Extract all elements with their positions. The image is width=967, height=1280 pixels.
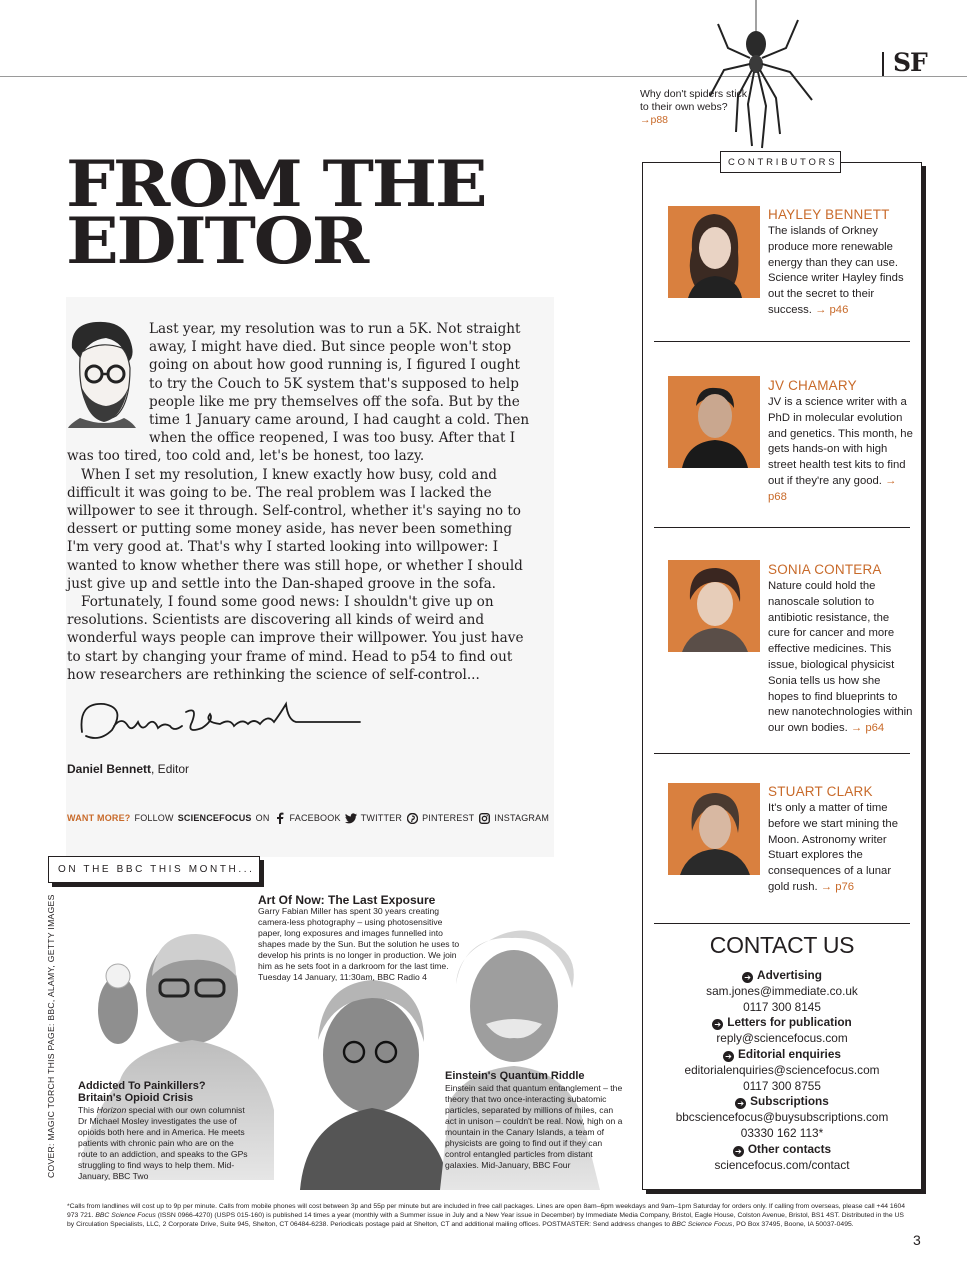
contact-heading: [642, 1047, 922, 1063]
contact-label: Advertising: [757, 968, 822, 982]
contributor-page-link[interactable]: → p64: [850, 722, 885, 735]
on-label: ON: [255, 813, 270, 823]
advertising-email[interactable]: sam.jones@immediate.co.uk: [706, 983, 858, 998]
letter-paragraph: When I set my resolution, I knew exactly how busy, cold and difficult it was going to be. The real problem was I lacked the willpower to see it through. Self-control, whether it's saying no to dessert or putting some money aside, has never been something I'm very good at. That's why I started looking into willpower: I wanted to know whether there was still hope, or whether I should just give up and settle into the Dan-shaped groove in the sofa.: [67, 466, 523, 592]
twitter-link[interactable]: TWITTER: [360, 813, 403, 823]
bbc-item-title-line: Addicted To Painkillers?: [78, 1080, 206, 1092]
letter-paragraph: Fortunately, I found some good news: I shouldn't give up on resolutions. Scientists are discovering all kinds of weird and wonderful ways people can improve their willpower. You just have to start by changing your frame of mind. Head to p54 to find out how researchers are rethinking the science of self-control...: [67, 594, 524, 683]
logo-divider: [882, 52, 884, 76]
contributor-photo: [668, 206, 760, 298]
contact-label: Letters for publication: [727, 1015, 852, 1030]
pinterest-link[interactable]: PINTEREST: [422, 813, 475, 823]
contributor-bio-text: Nature could hold the nanoscale solution to antibiotic resistance, the cure for cancer and more effective medicines. This issue, biological physicist Sonia tells us how she hopes to find blueprints to new nanotechnologies within our own bodies.: [768, 580, 913, 735]
facebook-link[interactable]: FACEBOOK: [289, 813, 341, 823]
contributor-bio-text: The islands of Orkney produce more renewable energy than they can use. Science writer Hayley finds out the secret to their success.: [768, 225, 904, 316]
follow-label: FOLLOW: [134, 813, 174, 823]
bbc-item-body: Garry Fabian Miller has spent 30 years creating camera-less photography – using photosensitive paper, long exposures and images funnelled into shapes made by the Sun. But the solution he uses to develop his prints is no longer in production. We join him as he sets foot in a darkroom for the last time. Tuesday 14 January, 11:30am, BBC Radio 4: [258, 906, 460, 982]
contributor-divider: [654, 341, 910, 342]
bbc-item-title-line: Britain's Opioid Crisis: [78, 1092, 194, 1104]
subscriptions-email[interactable]: bbcsciencefocus@buysubscriptions.com: [675, 1110, 889, 1125]
title-line-1: FROM THE: [66, 147, 486, 222]
advertising-phone[interactable]: 0117 300 8145: [743, 999, 821, 1014]
want-more-label: WANT MORE?: [67, 813, 131, 823]
instagram-link[interactable]: INSTAGRAM: [494, 813, 550, 823]
contributor-divider: [654, 753, 910, 754]
contributor-bio: [768, 395, 914, 506]
footnote-magazine: BBC Science Focus: [671, 1221, 733, 1228]
bbc-item-title: Art Of Now: The Last Exposure: [258, 893, 436, 907]
bbc-item-body: [78, 1105, 250, 1182]
pinterest-icon[interactable]: [406, 812, 418, 824]
contributor-page-link[interactable]: → p46: [815, 303, 849, 316]
contact-title: CONTACT US: [709, 932, 855, 958]
contributor-page-link[interactable]: → p68: [768, 474, 897, 503]
editor-byline: [67, 762, 189, 776]
contact-label: Other contacts: [747, 1141, 832, 1156]
letters-email[interactable]: reply@sciencefocus.com: [716, 1031, 848, 1046]
contact-label: Editorial enquiries: [738, 1046, 841, 1061]
contact-heading: [642, 968, 922, 984]
contributors-tab: CONTRIBUTORS: [720, 151, 841, 173]
page-title: [66, 147, 486, 279]
arrow-right-icon: ➔: [733, 1146, 744, 1157]
contributor-photo: [668, 376, 760, 468]
teaser-page-link[interactable]: →p88: [640, 114, 669, 126]
bbc-body-text: This: [78, 1105, 97, 1115]
contributor-bio: [768, 224, 914, 319]
footnote-text: (ISSN 0966-4270) (USPS 015-160) is published 14 times a year (monthly with a Summer issue in July and a New Year issue in December) by Immediate Media Company, Bristol, Eagle House, Colston Avenue, Bristol, BS1 4ST. Distributed in the US by Circulation Specialists, LLC, 2 Corporate Drive, Suite 945, Shelton, CT 06484-6238. Periodicals postage paid at Shelton, CT and additional mailing offices. POSTMASTER: Send address changes to: [67, 1212, 904, 1228]
footnote-text: , PO Box 37495, Boone, IA 50037-0495.: [732, 1221, 854, 1228]
social-follow-bar: [67, 812, 549, 824]
bbc-item-body: Einstein said that quantum entanglement – the theory that two once-interacting subatomic particles, separated by millions of miles, can act in unison – couldn't be real. Now, high on a mountain in the Canary Islands, a team of physicists are going to find out if they can control entangled particles from distant galaxies. Mid-January, BBC Four: [445, 1083, 623, 1170]
legal-footnote: [67, 1202, 913, 1229]
bbc-programme-name: Horizon: [96, 1105, 127, 1115]
editorial-phone[interactable]: 0117 300 8755: [743, 1078, 821, 1093]
contributor-bio: [768, 801, 914, 896]
editor-signature: [74, 692, 364, 748]
bbc-body-text: special with our own columnist Dr Michael Mosley investigates the use of opioids both here and in America. He meets patients with chronic pain who are on the route to an addiction, and speaks to the GPs struggling to find ways to help them. Mid-January, BBC Two: [78, 1105, 248, 1181]
subscriptions-phone[interactable]: 03330 162 113*: [740, 1125, 824, 1140]
contributor-divider: [654, 923, 910, 924]
contributor-photo: [668, 560, 760, 652]
editorial-email[interactable]: editorialenquiries@sciencefocus.com: [684, 1062, 880, 1077]
facebook-icon[interactable]: [274, 812, 286, 824]
contact-label: Subscriptions: [750, 1094, 829, 1109]
contributor-name: SONIA CONTERA: [768, 562, 882, 577]
bbc-item-title: Einstein's Quantum Riddle: [445, 1070, 585, 1082]
sf-logo: SF: [893, 48, 927, 77]
contributor-bio-text: It's only a matter of time before we start mining the Moon. Astronomy writer Stuart explores the consequences of a lunar gold rush.: [768, 802, 898, 893]
contributor-photo: [668, 783, 760, 875]
contact-url[interactable]: sciencefocus.com/contact: [714, 1157, 850, 1172]
twitter-icon[interactable]: [345, 812, 357, 824]
contact-heading: [642, 1094, 922, 1110]
contact-heading: [642, 1142, 922, 1158]
contact-list: [642, 968, 922, 1173]
contributor-name: STUART CLARK: [768, 784, 873, 799]
page-number: 3: [913, 1232, 921, 1248]
instagram-icon[interactable]: [478, 812, 490, 824]
footnote-magazine: BBC Science Focus: [95, 1212, 156, 1219]
arrow-right-icon: ➔: [723, 1051, 734, 1062]
arrow-right-icon: ➔: [735, 1098, 746, 1109]
arrow-right-icon: ➔: [712, 1019, 723, 1030]
editor-letter: [67, 320, 535, 684]
photo-credit: COVER: MAGIC TORCH THIS PAGE: BBC, ALAMY, GETTY IMAGES: [46, 894, 56, 1178]
contact-heading: [642, 1015, 922, 1031]
letter-paragraph: Last year, my resolution was to run a 5K. Not straight away, I might have died. But since people won't stop going on about how good running is, I figured I ought to try the Couch to 5K system that's supposed to help people like me pry themselves off the sofa. But by the time 1 January came around, I had caught a cold. Then when the office reopened, I was too busy. After that I was too tired, too cold and, let's be honest, too lazy.: [67, 321, 530, 465]
bbc-item-title: [78, 1080, 248, 1104]
contributor-divider: [654, 527, 910, 528]
teaser-caption[interactable]: [640, 88, 750, 127]
editor-name: Daniel Bennett: [67, 762, 152, 776]
editor-role: , Editor: [151, 762, 190, 776]
contributor-name: HAYLEY BENNETT: [768, 207, 890, 222]
contributor-bio: [768, 579, 914, 737]
footnote-text: *Calls from landlines will cost up to 9p per minute. Calls from mobile phones will cost between 3p and 55p per minute but are included in free call packages. Lines are open 8am–6pm weekdays and 9am–1pm Saturday for orders only. If calling from overseas, please call +44 1604 973 721.: [67, 1203, 906, 1219]
arrow-right-icon: ➔: [742, 972, 753, 983]
contributor-name: JV CHAMARY: [768, 378, 857, 393]
bbc-section-tab: ON THE BBC THIS MONTH...: [48, 856, 260, 883]
contributor-bio-text: JV is a science writer with a PhD in molecular evolution and genetics. This month, he gets hands-on with high street health test kits to find out if they're any good.: [768, 396, 913, 487]
spider-illustration: [700, 0, 830, 150]
brand-handle: SCIENCEFOCUS: [177, 813, 252, 823]
teaser-text: Why don't spiders stick to their own webs?: [640, 88, 748, 113]
title-line-2: EDITOR: [66, 204, 368, 279]
contributor-page-link[interactable]: → p76: [820, 880, 855, 893]
